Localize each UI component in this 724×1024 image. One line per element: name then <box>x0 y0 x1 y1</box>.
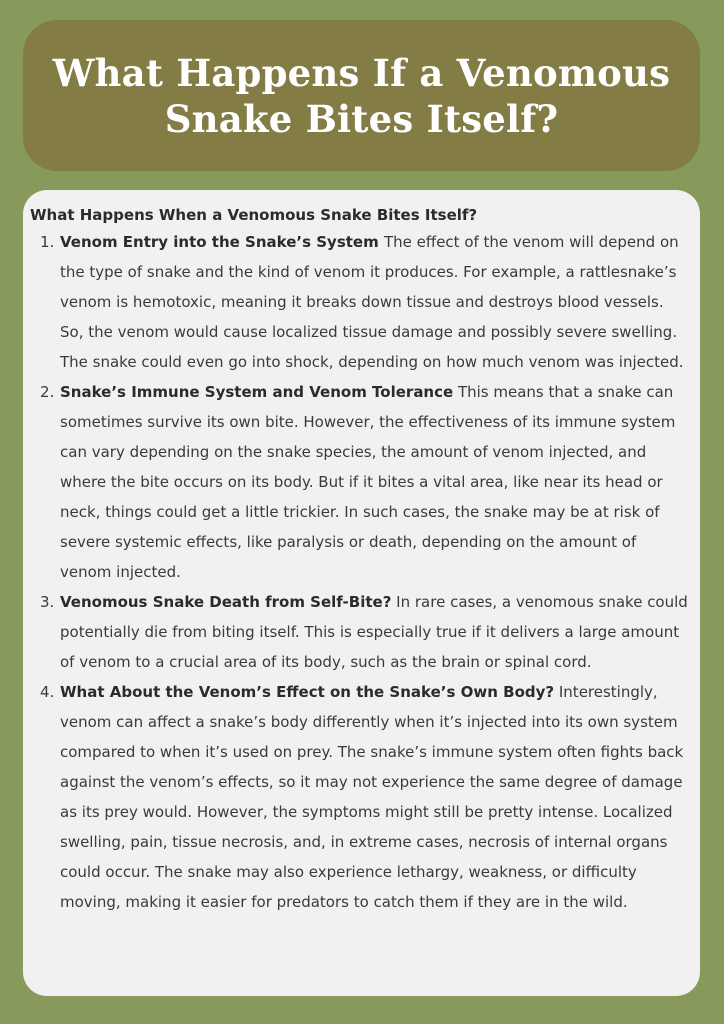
list-item-number: 2. <box>40 383 55 401</box>
list-item-body: Interestingly, venom can affect a snake’s body differently when it’s injected into its own system compared to when it’s used on prey. The snake’s immune system often fights back against the venom’s effects, so it may not experience the same degree of damage as its prey would. However, the symptoms might still be pretty intense. Localized swelling, pain, tissue necrosis, and, in extreme cases, necrosis of internal organs could occur. The snake may also experience lethargy, weakness, or difficulty moving, making it easier for predators to catch them if they are in the wild. <box>60 683 684 911</box>
section-heading: What Happens When a Venomous Snake Bites Itself? <box>30 206 478 224</box>
list-item-title: Snake’s Immune System and Venom Tolerance <box>60 383 454 401</box>
content-card <box>23 190 700 996</box>
list-item <box>30 587 690 677</box>
list-item-body: This means that a snake can sometimes survive its own bite. However, the effectiveness of its immune system can vary depending on the snake species, the amount of venom injected, and where the bite occurs on its body. But if it bites a vital area, like near its head or neck, things could get a little trickier. In such cases, the snake may be at risk of severe systemic effects, like paralysis or death, depending on the amount of venom injected. <box>60 383 676 581</box>
title-banner <box>23 20 700 171</box>
list-item-number: 3. <box>40 593 55 611</box>
list-item-number: 4. <box>40 683 55 701</box>
page-title: What Happens If a Venomous Snake Bites Itself? <box>52 50 671 141</box>
list-item <box>30 227 690 377</box>
list-item-number: 1. <box>40 233 55 251</box>
list-item-title: What About the Venom’s Effect on the Snake’s Own Body? <box>60 683 555 701</box>
list-item-body: The effect of the venom will depend on the type of snake and the kind of venom it produces. For example, a rattlesnake’s venom is hemotoxic, meaning it breaks down tissue and destroys blood vessels. So, the venom would cause localized tissue damage and possibly severe swelling. The snake could even go into shock, depending on how much venom was injected. <box>60 233 684 371</box>
list-item <box>30 377 690 587</box>
list-item <box>30 677 690 917</box>
list-item-title: Venom Entry into the Snake’s System <box>60 233 384 251</box>
list-item-body: In rare cases, a venomous snake could potentially die from biting itself. This is especially true if it delivers a large amount of venom to a crucial area of its body, such as the brain or spinal cord. <box>60 593 688 671</box>
list-item-title: Venomous Snake Death from Self-Bite? <box>60 593 392 611</box>
numbered-list <box>30 227 690 917</box>
